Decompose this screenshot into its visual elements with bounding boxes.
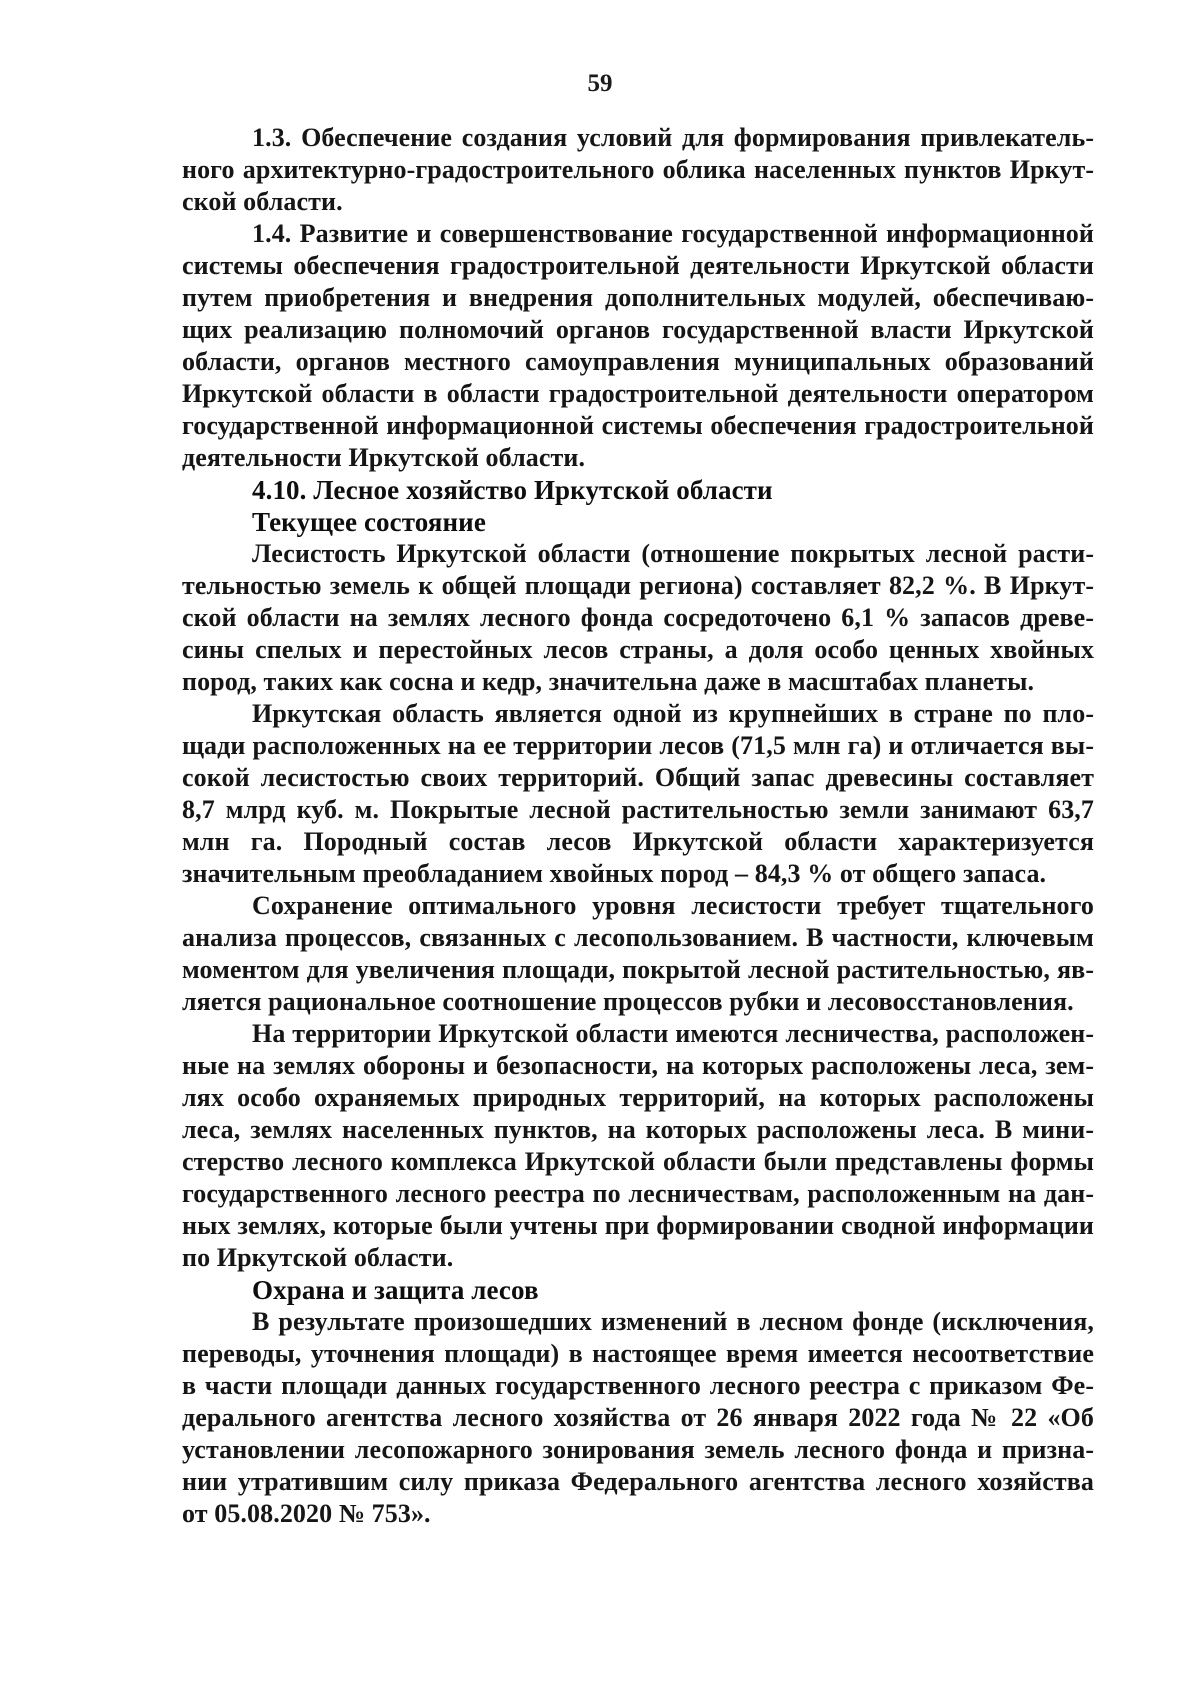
paragraph-forest-fund-changes: В результате произошедших изменений в лесном фонде (исключения, переводы, уточнения площади) в настоящее время имеется несоответствие в части площади данных государственного лесного реестра с приказом Федерального агентства лесного хозяйства от 26 января 2022 года № 22 «Об установлении лесопожарного зонирования земель лесного фонда и признании утратившим силу приказа Федерального агентства лесного хозяйства от 05.08.2020 № 753». — [182, 1307, 1094, 1528]
paragraph-1-4: 1.4. Развитие и совершенствование государственной информационной системы обеспечения градостроительной деятельности Иркутской области путем приобретения и внедрения дополнительных модулей, обеспечивающих реализацию полномочий органов государственной власти Иркутской области, органов местного самоуправления муниципальных образований Иркутской области в области градостроительной деятельности оператором государственной информационной системы обеспечения градостроительной деятельности Иркутской области. — [182, 219, 1094, 472]
subheading-forest-protection: Охрана и защита лесов — [252, 1275, 539, 1305]
subheading-current-state: Текущее состояние — [252, 507, 486, 537]
document-body — [182, 122, 1094, 1530]
paragraph-forest-preservation: Сохранение оптимального уровня лесистости требует тщательного анализа процессов, связанных с лесопользованием. В частности, ключевым моментом для увеличения площади, покрытой лесной растительностью, является рациональное соотношение процессов рубки и лесовосстановления. — [182, 891, 1094, 1016]
page-number: 59 — [587, 70, 613, 97]
paragraph-forest-area: Иркутская область является одной из крупнейших в стране по площади расположенных на ее территории лесов (71,5 млн га) и отличается высокой лесистостью своих территорий. Общий запас древесины составляет 8,7 млрд куб. м. Покрытые лесной растительностью земли занимают 63,7 млн га. Породный состав лесов Иркутской области характеризуется значительным преобладанием хвойных пород – 84,3 % от общего запаса. — [182, 699, 1094, 888]
paragraph-forest-cover: Лесистость Иркутской области (отношение покрытых лесной растительностью земель к общей площади региона) составляет 82,2 %. В Иркутской области на землях лесного фонда сосредоточено 6,1 % запасов древесины спелых и перестойных лесов страны, а доля особо ценных хвойных пород, таких как сосна и кедр, значительна даже в масштабах планеты. — [182, 539, 1094, 696]
paragraph-forestries: На территории Иркутской области имеются лесничества, расположенные на землях обороны и безопасности, на которых расположены леса, землях особо охраняемых природных территорий, на которых расположены леса, землях населенных пунктов, на которых расположены леса. В министерство лесного комплекса Иркутской области были представлены формы государственного лесного реестра по лесничествам, расположенным на данных землях, которые были учтены при формировании сводной информации по Иркутской области. — [182, 1019, 1094, 1272]
section-heading-4-10: 4.10. Лесное хозяйство Иркутской области — [252, 475, 773, 505]
paragraph-1-3: 1.3. Обеспечение создания условий для формирования привлекательного архитектурно-градостроительного облика населенных пунктов Иркутской области. — [182, 123, 1094, 216]
